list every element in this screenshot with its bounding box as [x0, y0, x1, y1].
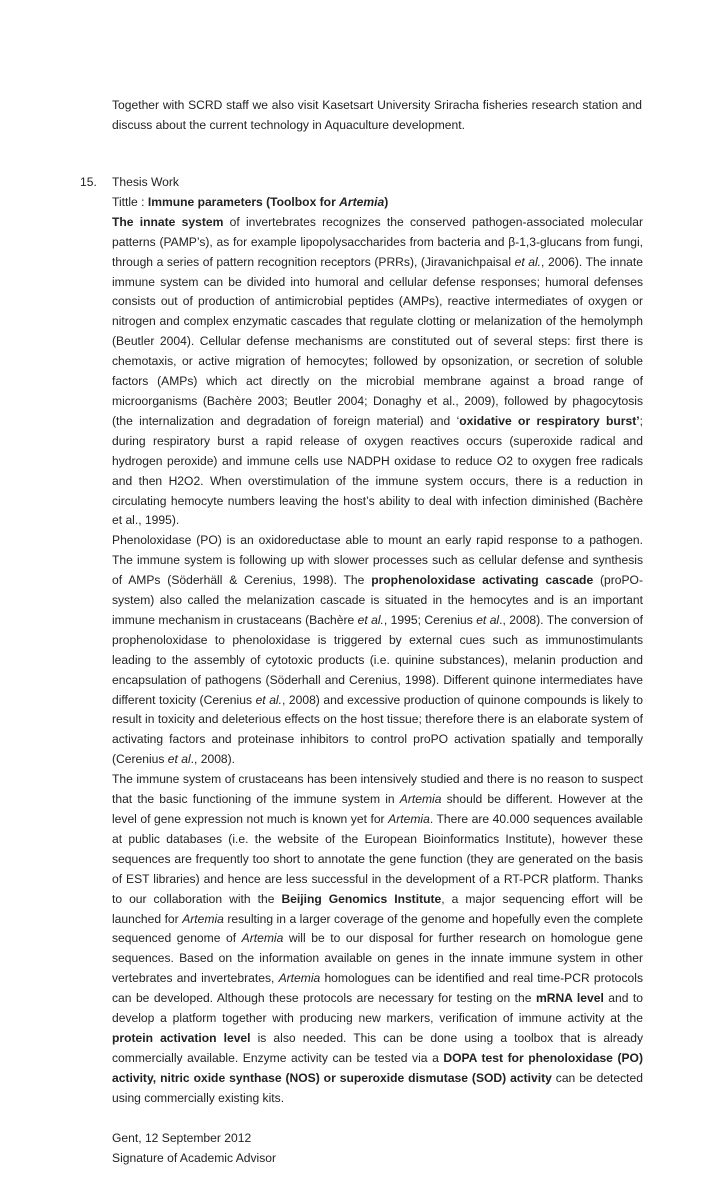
- signature-line: Signature of Academic Advisor: [112, 1150, 277, 1165]
- crustacean-immune-paragraph: The immune system of crustaceans has been intensively studied and there is no reason to suspect that the basic functioning of the immune system in Artemia should be different. However at the level of gene expression not much is known yet for Artemia. There are 40.000 sequences available at public databases (i.e. the website of the European Bioinformatics Institute), however these sequences are frequently too short to annotate the gene function (they are generated on the basis of EST libraries) and hence are less successful in the development of a RT-PCR platform. Thanks to our collaboration with the Beijing Genomics Institute, a major sequencing effort will be launched for Artemia resulting in a larger coverage of the genome and hopefully even the complete sequenced genome of Artemia will be to our disposal for further research on homologue gene sequences. Based on the information available on genes in the innate immune system in other vertebrates and invertebrates, Artemia homologues can be identified and real time-PCR protocols can be developed. Although these protocols are necessary for testing on the mRNA level and to develop a platform together with producing new markers, verification of immune activity at the protein activation level is also needed. This can be done using a toolbox that is already commercially available. Enzyme activity can be tested via a DOPA test for phenoloxidase (PO) activity, nitric oxide synthase (NOS) or superoxide dismutase (SOD) activity can be detected using commercially existing kits.: [112, 772, 644, 1105]
- spacer: [112, 1109, 643, 1129]
- section-number: 15.: [80, 175, 97, 189]
- place-date: Gent, 12 September 2012: [112, 1130, 252, 1145]
- section-heading: Thesis Work: [112, 175, 179, 189]
- phenoloxidase-paragraph: Phenoloxidase (PO) is an oxidoreductase able to mount an early rapid response to a pathogen. The immune system is following up with slower processes such as cellular defense and synthesis of AMPs (Söderhäll & Cerenius, 1998). The prophenoloxidase activating cascade (proPO-system) also called the melanization cascade is situated in the hemocytes and is an important immune mechanism in crustaceans (Bachère et al., 1995; Cerenius et al., 2008). The conversion of prophenoloxidase to phenoloxidase is triggered by external cues such as immunostimulants leading to the assembly of cytotoxic products (i.e. quinine substances), melanin production and encapsulation of pathogens (Söderhall and Cerenius, 1998). Different quinone intermediates have different toxicity (Cerenius et al., 2008) and excessive production of quinone compounds is likely to result in toxicity and deleterious effects on the host tissue; therefore there is an elaborate system of activating factors and proteinase inhibitors to control proPO activation spatially and temporally (Cerenius et al., 2008).: [112, 533, 643, 767]
- thesis-title: Tittle : Immune parameters (Toolbox for Artemia): [112, 194, 389, 209]
- innate-system-paragraph: The innate system of invertebrates recognizes the conserved pathogen-associated molecular patterns (PAMP’s), as for example lipopolysaccharides from bacteria and β-1,3-glucans from fungi, through a series of pattern recognition receptors (PRRs), (Jiravanichpaisal et al., 2006). The innate immune system can be divided into humoral and cellular defense responses; humoral defenses consists out of production of antimicrobial peptides (AMPs), reactive intermediates of oxygen or nitrogen and complex enzymatic cascades that regulate clotting or melanization of the hemolymph (Beutler 2004). Cellular defense mechanisms are constituted out of several steps: first there is chemotaxis, or active migration of hemocytes; followed by opsonization, or secretion of soluble factors (AMPs) which act directly on the microbial membrane against a broad range of microorganisms (Bachère 2003; Beutler 2004; Donaghy et al., 2009), followed by phagocytosis (the internalization and degradation of foreign material) and ‘oxidative or respiratory burst’; during respiratory burst a rapid release of oxygen reactives occurs (superoxide radical and hydrogen peroxide) and immune cells use NADPH oxidase to reduce O2 to oxygen free radicals and then H2O2. When overstimulation of the immune system occurs, there is a reduction in circulating hemocyte numbers leaving the host’s ability to deal with infection diminished (Bachère et al., 1995).: [112, 214, 643, 528]
- thesis-section: [112, 173, 643, 1168]
- intro-paragraph: Together with SCRD staff we also visit Kasetsart University Sriracha fisheries research station and discuss about the current technology in Aquaculture development.: [112, 98, 642, 132]
